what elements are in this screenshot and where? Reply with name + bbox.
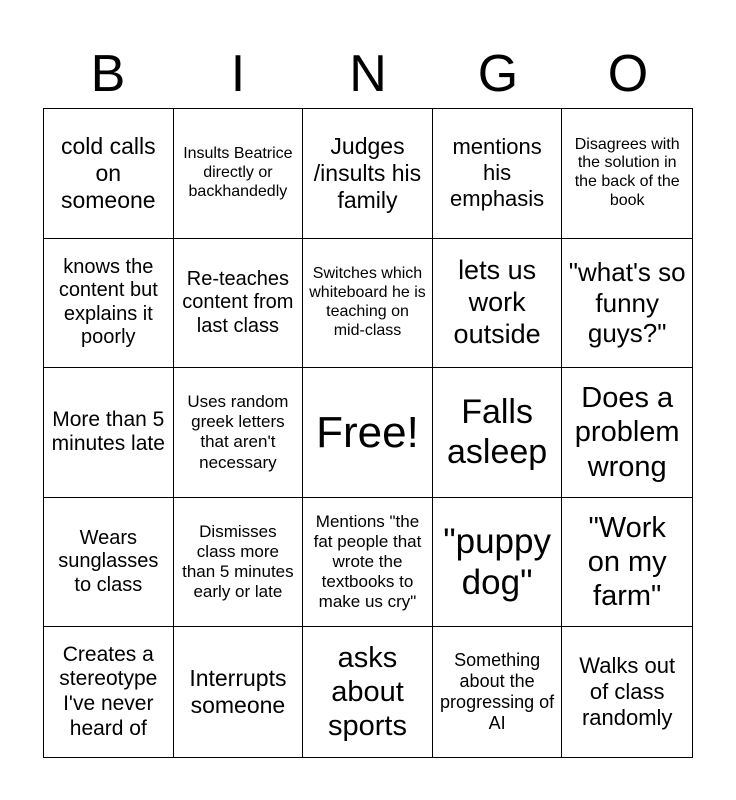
bingo-header bbox=[43, 43, 693, 105]
bingo-cell[interactable]: Re-teaches content from last class bbox=[174, 239, 304, 369]
bingo-cell[interactable]: Uses random greek letters that aren't necessary bbox=[174, 368, 304, 498]
bingo-cell[interactable]: Falls asleep bbox=[433, 368, 563, 498]
bingo-cell[interactable]: Disagrees with the solution in the back of the book bbox=[562, 109, 692, 239]
bingo-cell[interactable]: mentions his emphasis bbox=[433, 109, 563, 239]
bingo-cell[interactable]: Something about the progressing of AI bbox=[433, 627, 563, 757]
bingo-cell[interactable]: asks about sports bbox=[303, 627, 433, 757]
bingo-cell[interactable]: Dismisses class more than 5 minutes early or late bbox=[174, 498, 304, 628]
bingo-cell[interactable]: "puppy dog" bbox=[433, 498, 563, 628]
bingo-cell[interactable]: knows the content but explains it poorly bbox=[44, 239, 174, 369]
bingo-cell[interactable]: Interrupts someone bbox=[174, 627, 304, 757]
bingo-cell[interactable]: Does a problem wrong bbox=[562, 368, 692, 498]
bingo-cell[interactable]: lets us work outside bbox=[433, 239, 563, 369]
bingo-cell[interactable]: Creates a stereotype I've never heard of bbox=[44, 627, 174, 757]
bingo-cell[interactable]: cold calls on someone bbox=[44, 109, 174, 239]
header-letter-g: G bbox=[477, 45, 519, 103]
bingo-cell[interactable]: "Work on my farm" bbox=[562, 498, 692, 628]
bingo-board bbox=[43, 108, 693, 758]
header-letter-i: I bbox=[230, 45, 246, 103]
bingo-cell[interactable]: More than 5 minutes late bbox=[44, 368, 174, 498]
bingo-cell[interactable]: Wears sunglasses to class bbox=[44, 498, 174, 628]
header-letter-b: B bbox=[90, 45, 126, 103]
bingo-cell[interactable]: "what's so funny guys?" bbox=[562, 239, 692, 369]
bingo-cell[interactable]: Insults Beatrice directly or backhandedly bbox=[174, 109, 304, 239]
header-letter-o: O bbox=[607, 45, 649, 103]
free-space[interactable]: Free! bbox=[303, 368, 433, 498]
header-letter-n: N bbox=[349, 45, 387, 103]
bingo-cell[interactable]: Walks out of class randomly bbox=[579, 653, 676, 731]
bingo-cell[interactable]: Judges /insults his family bbox=[303, 109, 433, 239]
bingo-cell[interactable]: Switches which whiteboard he is teaching on mid-class bbox=[303, 239, 433, 369]
bingo-cell[interactable]: Mentions "the fat people that wrote the textbooks to make us cry" bbox=[303, 498, 433, 628]
